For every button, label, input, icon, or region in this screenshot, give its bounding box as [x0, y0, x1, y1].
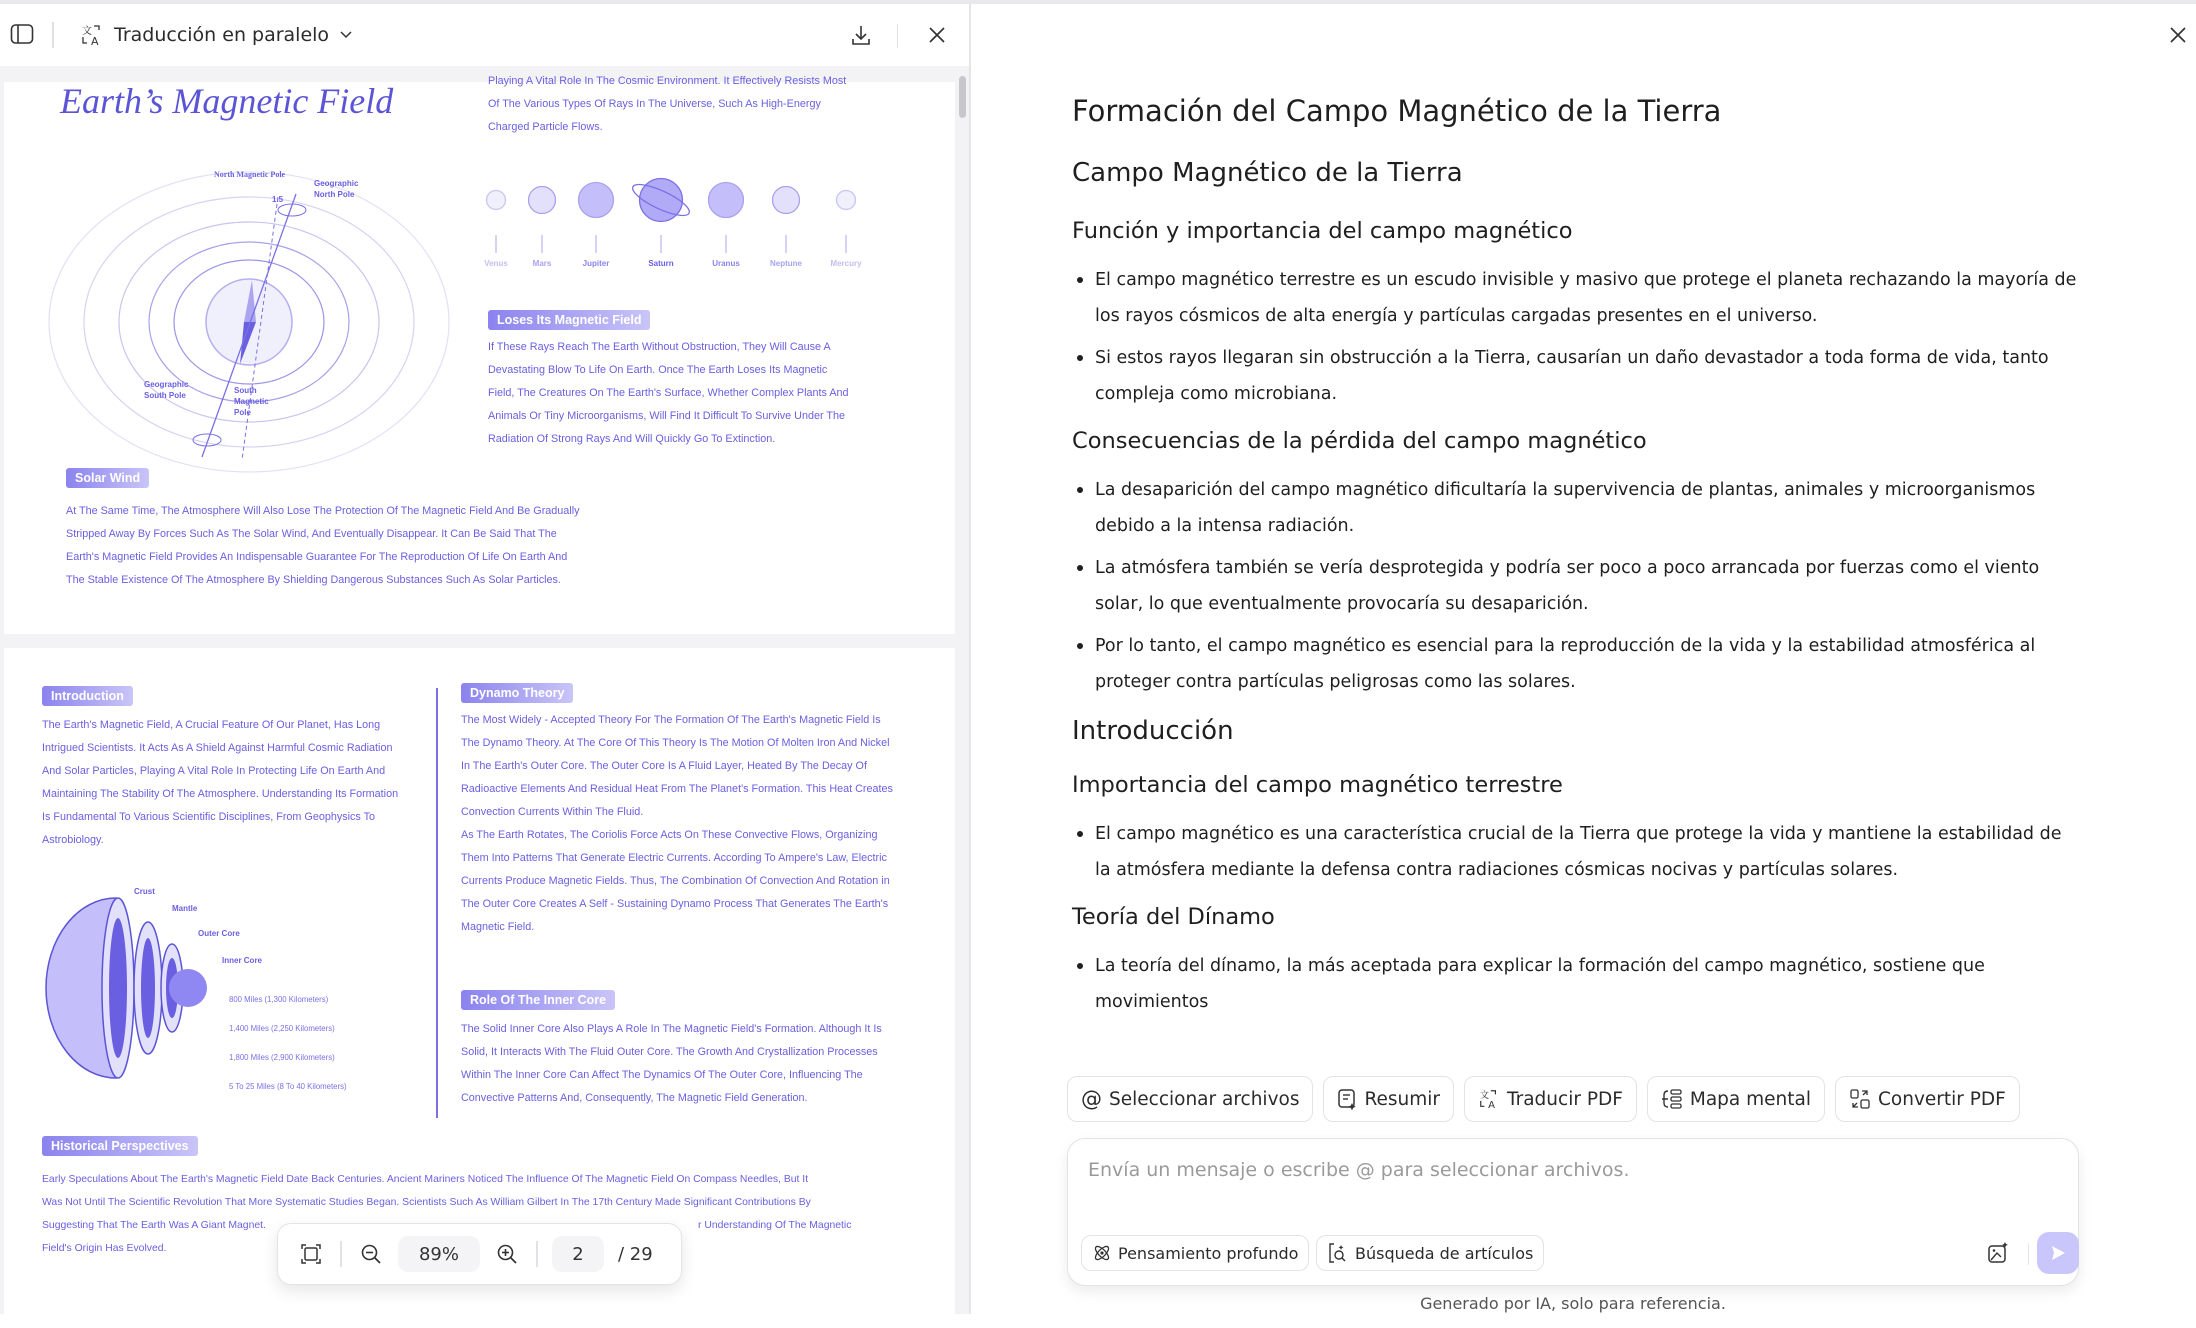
translation-panel — [973, 4, 2196, 1314]
at-icon: @ — [1081, 1087, 1102, 1111]
mind-map-button[interactable] — [1647, 1076, 1825, 1122]
pdf-text-line: As The Earth Rotates, The Coriolis Force Acts On These Convective Flows, Organizing — [461, 829, 878, 841]
translation-title: Formación del Campo Magnético de la Tierra — [1072, 94, 1722, 128]
planet-jupiter — [579, 183, 614, 218]
bullet-list — [1072, 262, 2082, 412]
geographic-north-pole-label: Geographic North Pole — [314, 179, 359, 199]
pdf-text-line: Playing A Vital Role In The Cosmic Environment. It Effectively Resists Most — [488, 75, 847, 87]
download-button[interactable] — [846, 20, 876, 50]
download-icon — [850, 23, 872, 47]
pdf-text-line: Devastating Blow To Life On Earth. Once The Earth Loses Its Magnetic — [488, 364, 828, 376]
column-divider — [436, 688, 438, 1118]
chevron-down-icon — [339, 30, 353, 40]
depth-label: 1,400 Miles (2,250 Kilometers) — [229, 1024, 335, 1033]
layer-label-inner-core: Inner Core — [222, 956, 263, 965]
toolbar-divider — [340, 1241, 342, 1267]
pdf-text-line: Early Speculations About The Earth's Magnetic Field Date Back Centuries. Ancient Mariners Noticed The Influence Of The Magnetic Field On Compass Needles, But It — [42, 1174, 809, 1185]
image-sparkle-icon — [1986, 1241, 2010, 1265]
bullet-list — [1072, 472, 2082, 700]
section-heading: Teoría del Dínamo — [1072, 904, 1275, 930]
message-input[interactable] — [1088, 1159, 1988, 1181]
button-label: Traducir PDF — [1507, 1088, 1623, 1110]
pdf-text-line: If These Rays Reach The Earth Without Obstruction, They Will Cause A — [488, 341, 831, 353]
close-icon — [927, 25, 947, 45]
button-label: Seleccionar archivos — [1109, 1088, 1300, 1110]
pdf-text-line: Them Into Patterns That Generate Electric Currents. According To Ampere's Law, Electric — [461, 852, 887, 864]
section-label-inner-core: Role Of The Inner Core — [461, 990, 615, 1010]
summary-icon — [1337, 1088, 1357, 1110]
pdf-text-line: Radioactive Elements And Residual Heat From The Planet's Formation. This Heat Creates — [461, 783, 893, 795]
translation-mode-dropdown[interactable] — [80, 18, 353, 52]
dynamo-theory-paragraph — [461, 709, 931, 939]
declination-angle-label: 1.5 — [272, 195, 284, 204]
convert-pdf-button[interactable] — [1835, 1076, 2020, 1122]
zoom-in-icon — [496, 1243, 518, 1265]
zoom-out-icon — [360, 1243, 382, 1265]
pdf-page-1 — [4, 75, 955, 634]
pdf-text-line: The Earth's Magnetic Field, A Crucial Feature Of Our Planet, Has Long — [42, 719, 381, 731]
ai-disclaimer: Generado por IA, solo para referencia. — [1420, 1294, 1726, 1313]
article-search-toggle[interactable] — [1316, 1235, 1544, 1271]
composer-divider — [2028, 1243, 2029, 1265]
planet-label-jupiter: Jupiter — [582, 259, 610, 268]
pdf-text-line: Maintaining The Stability Of The Atmosphere. Understanding Its Formation — [42, 788, 399, 800]
button-label: Resumir — [1364, 1088, 1441, 1110]
bullet-list — [1072, 816, 2082, 888]
fit-page-icon — [300, 1243, 322, 1265]
svg-text:文: 文 — [1479, 1090, 1490, 1102]
header-divider — [52, 22, 54, 48]
atom-icon — [1092, 1243, 1112, 1263]
button-label: Convertir PDF — [1878, 1088, 2006, 1110]
page-number-input[interactable] — [552, 1236, 604, 1272]
layer-label-outer-core: Outer Core — [198, 929, 240, 938]
planet-label-venus: Venus — [484, 259, 508, 268]
close-pdf-button[interactable] — [922, 20, 952, 50]
zoom-in-button[interactable] — [492, 1239, 522, 1269]
pdf-text-line: Field, The Creatures On The Earth's Surface, Whether Complex Plants And — [488, 387, 849, 399]
pdf-text-line: The Dynamo Theory. At The Core Of This Theory Is The Motion Of Molten Iron And Nickel — [461, 737, 890, 749]
list-item: La desaparición del campo magnético dificultaría la supervivencia de plantas, animales y microorganismos debido a la intensa radiación. — [1072, 472, 2082, 544]
zoom-out-button[interactable] — [356, 1239, 386, 1269]
introduction-section — [42, 686, 442, 852]
pdf-viewer-header — [0, 4, 969, 66]
mindmap-icon — [1661, 1088, 1683, 1110]
pdf-text-line: The Stable Existence Of The Atmosphere By Shielding Dangerous Substances Such As Solar Particles. — [66, 574, 561, 586]
translation-mode-label: Traducción en paralelo — [114, 24, 330, 46]
list-item: La teoría del dínamo, la más aceptada para explicar la formación del campo magnético, sostiene que movimientos — [1072, 948, 2082, 1020]
deep-thinking-toggle[interactable] — [1081, 1235, 1309, 1271]
svg-text:A: A — [1488, 1100, 1496, 1112]
select-files-button[interactable] — [1067, 1076, 1313, 1122]
section-heading: Importancia del campo magnético terrestre — [1072, 772, 1563, 798]
depth-label: 1,800 Miles (2,900 Kilometers) — [229, 1053, 335, 1062]
dynamo-theory-section — [461, 683, 931, 939]
planet-uranus — [709, 183, 744, 218]
zoom-level-value: 89% — [418, 1243, 459, 1265]
pdf-text-line: At The Same Time, The Atmosphere Will Also Lose The Protection Of The Magnetic Field And Be Gradually — [66, 505, 580, 517]
quick-actions-bar — [1067, 1076, 2020, 1122]
svg-text:文: 文 — [82, 26, 92, 37]
planet-label-saturn: Saturn — [648, 259, 674, 268]
north-magnetic-pole-label: North Magnetic Pole — [214, 170, 286, 179]
pdf-text-line: Field's Origin Has Evolved. — [42, 1243, 167, 1254]
list-item: Si estos rayos llegaran sin obstrucción a la Tierra, causarían un daño devastador a toda forma de vida, tanto compleja como microbiana. — [1072, 340, 2082, 412]
list-item: El campo magnético es una característica crucial de la Tierra que protege la vida y mantiene la estabilidad de la atmósfera mediante la defensa contra radiaciones cósmicas nocivas y partículas solares. — [1072, 816, 2082, 888]
close-translation-button[interactable] — [2163, 20, 2193, 50]
translate-icon — [80, 23, 104, 47]
section-heading: Consecuencias de la pérdida del campo magnético — [1072, 428, 1647, 454]
bullet-list — [1072, 948, 2082, 1012]
geographic-south-pole-label: Geographic South Pole — [144, 380, 189, 400]
depth-label: 5 To 25 Miles (8 To 40 Kilometers) — [229, 1082, 347, 1091]
planet-mercury — [837, 191, 856, 210]
pdf-text-line: The Most Widely - Accepted Theory For The Formation Of The Earth's Magnetic Field Is — [461, 714, 881, 726]
pdf-viewer-panel — [0, 4, 971, 1314]
sidebar-toggle-icon — [10, 23, 34, 45]
planets-illustration — [484, 177, 864, 257]
fit-page-button[interactable] — [296, 1239, 326, 1269]
south-magnetic-pole-label: South Magnetic Pole — [234, 386, 269, 417]
list-item: La atmósfera también se vería desprotegida y podría ser poco a poco arrancada por fuerzas como el viento solar, lo que eventualmente provocaría su desaparición. — [1072, 550, 2082, 622]
chip-label: Pensamiento profundo — [1118, 1243, 1299, 1263]
pdf-text-line: Stripped Away By Forces Such As The Solar Wind, And Eventually Disappear. It Can Be Said That The — [66, 528, 557, 540]
message-composer — [1067, 1138, 2079, 1286]
pdf-text-line: In The Earth's Outer Core. The Outer Core Is A Fluid Layer, Heated By The Decay Of — [461, 760, 867, 772]
current-page-value: 2 — [572, 1243, 584, 1265]
planet-venus — [487, 191, 506, 210]
section-heading: Introducción — [1072, 716, 1234, 746]
pdf-text-line: Animals Or Tiny Microorganisms, Will Find It Difficult To Survive Under The — [488, 410, 846, 422]
send-icon — [2049, 1244, 2067, 1262]
article-search-icon — [1327, 1242, 1349, 1264]
section-heading: Campo Magnético de la Tierra — [1072, 158, 1463, 188]
pdf-text-fragment: Suggesting That The Earth Was A Giant Magnet. — [42, 1220, 266, 1231]
pdf-text-line: Of The Various Types Of Rays In The Universe, Such As High-Energy — [488, 98, 821, 110]
svg-text:A: A — [91, 35, 99, 48]
planet-label-uranus: Uranus — [712, 259, 740, 268]
translate-pdf-button[interactable] — [1464, 1076, 1637, 1122]
convert-icon — [1849, 1088, 1871, 1110]
section-label-solar-wind: Solar Wind — [66, 468, 149, 488]
summarize-button[interactable] — [1323, 1076, 1454, 1122]
section-label-loses-field: Loses Its Magnetic Field — [488, 310, 650, 330]
inner-core-section — [461, 990, 931, 1110]
planet-label-mercury: Mercury — [830, 259, 862, 268]
list-item: Por lo tanto, el campo magnético es esencial para la reproducción de la vida y la estabilidad atmosférica al proteger contra partículas peligrosas como las solares. — [1072, 628, 2082, 700]
pdf-text-line: Is Fundamental To Various Scientific Disciplines, From Geophysics To — [42, 811, 376, 823]
send-button[interactable] — [2037, 1232, 2079, 1274]
loses-magnetic-field-section — [488, 310, 948, 451]
pdf-intro-paragraph — [488, 70, 948, 139]
pdf-scrollbar[interactable] — [957, 72, 967, 1312]
pdf-zoom-toolbar — [277, 1223, 682, 1285]
pdf-text-line: And Solar Particles, Playing A Vital Role In Protecting Life On Earth And — [42, 765, 386, 777]
sidebar-toggle-button[interactable] — [8, 20, 36, 48]
planet-label-neptune: Neptune — [770, 259, 802, 268]
close-icon — [2168, 25, 2188, 45]
pdf-text-line: Astrobiology. — [42, 834, 104, 846]
section-label-historical: Historical Perspectives — [42, 1136, 198, 1156]
pdf-text-line: Convection Currents Within The Fluid. — [461, 806, 644, 818]
pdf-text-line: Convective Patterns And, Consequently, The Magnetic Field Generation. — [461, 1092, 808, 1104]
pdf-text-line: Magnetic Field. — [461, 921, 535, 933]
section-label-introduction: Introduction — [42, 686, 133, 706]
pdf-text-line: The Solid Inner Core Also Plays A Role In The Magnetic Field's Formation. Although It Is — [461, 1023, 882, 1035]
pdf-text-line: Was Not Until The Scientific Revolution That More Systematic Studies Began. Scientists Such As William Gilbert In The 17th Century Made Significant Contributions By — [42, 1197, 811, 1208]
header-divider — [897, 24, 898, 48]
introduction-paragraph — [42, 714, 442, 852]
list-item: El campo magnético terrestre es un escudo invisible y masivo que protege el planeta rechazando la mayoría de los rayos cósmicos de alta energía y partículas cargadas presentes en el universo. — [1072, 262, 2082, 334]
planet-neptune — [773, 187, 800, 214]
pdf-text-line: Radiation Of Strong Rays And Will Quickly Go To Extinction. — [488, 433, 776, 445]
toolbar-divider — [536, 1241, 538, 1267]
inner-core-paragraph — [461, 1018, 931, 1110]
chip-label: Búsqueda de artículos — [1355, 1243, 1534, 1263]
pdf-text-line: Intrigued Scientists. It Acts As A Shield Against Harmful Cosmic Radiation — [42, 742, 393, 754]
pdf-text-line: The Outer Core Creates A Self - Sustaining Dynamo Process That Generates The Earth's — [461, 898, 889, 910]
loses-field-paragraph — [488, 336, 948, 451]
pdf-text-fragment: r Understanding Of The Magnetic — [698, 1220, 852, 1231]
zoom-level-field[interactable] — [398, 1236, 480, 1272]
layer-label-mantle: Mantle — [172, 904, 198, 913]
planet-mars — [529, 187, 556, 214]
translation-content — [1072, 94, 2082, 1012]
translate-icon — [1478, 1088, 1500, 1110]
depth-label: 800 Miles (1,300 Kilometers) — [229, 995, 329, 1004]
solar-wind-section — [66, 468, 766, 592]
pdf-scrollbar-thumb[interactable] — [959, 76, 966, 118]
section-label-dynamo-theory: Dynamo Theory — [461, 683, 573, 703]
image-upload-button[interactable] — [1982, 1237, 2014, 1269]
layer-label-crust: Crust — [134, 887, 155, 896]
pdf-text-line: Currents Produce Magnetic Fields. Thus, The Combination Of Convection And Rotation in — [461, 875, 890, 887]
total-pages-label: / 29 — [618, 1243, 653, 1265]
pdf-text-line: Charged Particle Flows. — [488, 121, 603, 133]
pdf-text-line: Earth's Magnetic Field Provides An Indispensable Guarantee For The Reproduction Of Life On Earth And — [66, 551, 568, 563]
button-label: Mapa mental — [1689, 1088, 1811, 1110]
earth-layers-diagram — [38, 888, 218, 1088]
section-heading: Función y importancia del campo magnético — [1072, 218, 1573, 244]
planet-label-mars: Mars — [532, 259, 552, 268]
pdf-text-line: Solid, It Interacts With The Fluid Outer Core. The Growth And Crystallization Processes — [461, 1046, 878, 1058]
pdf-text-line: Within The Inner Core Can Affect The Dynamics Of The Outer Core, Influencing The — [461, 1069, 863, 1081]
pdf-document-title: Earth’s Magnetic Field — [60, 81, 394, 121]
magnetic-field-diagram — [34, 142, 474, 512]
solar-wind-paragraph — [66, 500, 766, 592]
